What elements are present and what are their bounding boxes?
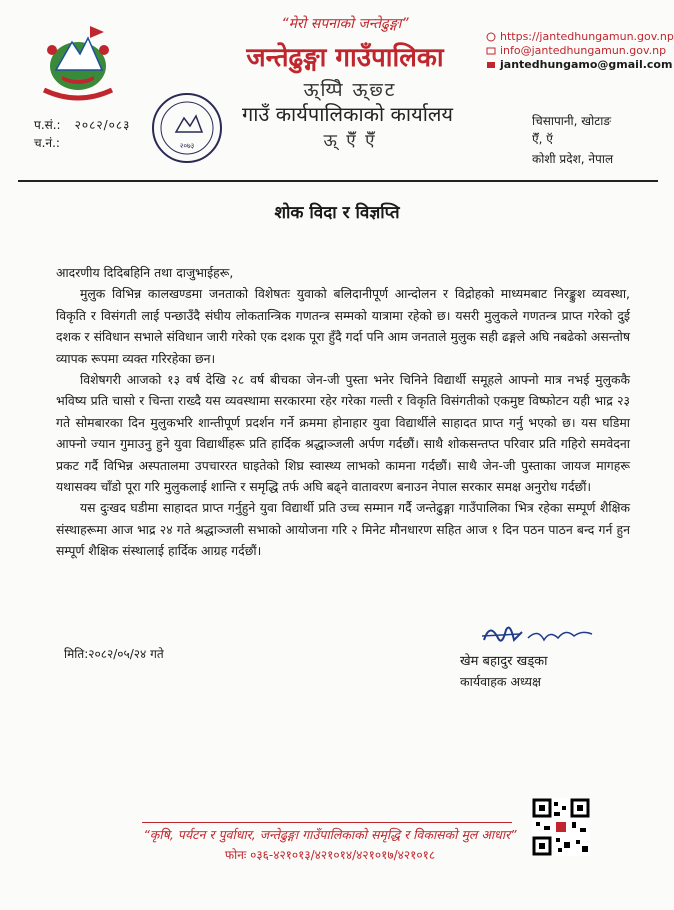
- qr-code-icon: [532, 798, 590, 856]
- footer-slogan: “कृषि, पर्यटन र पुर्वाधार, जन्तेढुङ्गा गाउँपालिकाको समृद्धि र विकासको मुल आधार”: [143, 827, 517, 842]
- signature: [480, 618, 600, 652]
- dispatch-number-label: च.नं.:: [34, 136, 60, 150]
- paragraph-1: मुलुक विभिन्न कालखण्डमा जनताको विशेषतः युवाको बलिदानीपूर्ण आन्दोलन र विद्रोहको माध्यमबाट निरङ्कुश व्यवस्था, विकृति र विसंगती लाई पन्छाउँदै संघीय लोकतान्त्रिक गणतन्त्र सम्मको यात्रामा रहेको छ। यसरी मुलुकले गणतन्त्र प्राप्त गरेको दुई दशक र संविधान सभाले संविधान जारी गरेको एक दशक पूरा हुँदै गर्दा पनि आम जनताले मुलुक सही ढङ्गले अघि नबढेको असन्तोष व्यापक रूपमा व्यक्त गरिरहेका छन।: [56, 286, 630, 366]
- paragraph-3: यस दुःखद घडीमा साहादत प्राप्त गर्नुहुने युवा विद्यार्थी प्रति उच्च सम्मान गर्दै जन्तेढुङ्गा गाउँपालिका भित्र रहेका सम्पूर्ण शैक्षिक संस्थाहरूमा आज भाद्र २४ गते श्रद्धाञ्जली सभाको आयोजना गरि २ मिनेट मौनधारण सहित आज १ दिन पठन पाठन बन्द गर्न हुन सम्पूर्ण शैक्षिक संस्थालाई हार्दिक आग्रह गर्दछौं।: [56, 500, 630, 559]
- address-line-2: ऍॅ, ऍ: [532, 132, 553, 146]
- org-name: जन्तेढुङ्गा गाउँपालिका: [246, 43, 444, 73]
- paragraph-2: विशेषगरी आजको १३ वर्ष देखि २८ वर्ष बीचका जेन-जी पुस्ता भनेर चिनिने विद्यार्थी समूहले आफ्नो मात्र नभई मुलुककै भविष्य प्रति चासो र चिन्ता राख्दै यस व्यवस्थामा सरकारमा रहेर गरेका गल्ती र विकृति विसंगतीको एकमुष्ट विष्फोटन यही भाद्र २३ गते सोमबारका दिन मुलुकभरि शान्तीपूर्ण प्रदर्शन गर्ने क्रममा होनाहार युवा विद्यार्थीले साहादत प्राप्त गर्नु भएको छ। यस घडिमा आफ्नो ज्यान गुमाउनु हुने युवा विद्यार्थीहरू प्रति हार्दिक श्रद्धाञ्जली अर्पण गर्दछौं। साथै शोकसन्तप्त परिवार प्रति गहिरो समवेदना प्रकट गर्दै विभिन्न अस्पतालमा उपचाररत घाइतेको शिघ्र स्वास्थ्य लाभको कामना गर्दछौं। साथै जेन-जी पुस्ताका जायज मागहरू यथासक्य चाँडो पूरा गरि मुलुकलाई शान्ति र समृद्धि तर्फ अघि बढ्ने वातावरण बनाउन नेपाल सरकार समक्ष अनुरोध गर्दछौं।: [56, 372, 630, 495]
- issue-date: मिति:२०८२/०५/२४ गते: [64, 647, 164, 661]
- svg-text:२०७३: २०७३: [179, 142, 195, 150]
- website-text: https://jantedhungamun.gov.np: [500, 30, 674, 43]
- email-icon: [486, 46, 496, 56]
- ref-number: [34, 116, 130, 133]
- notice-title: शोक विदा र विज्ञप्ति: [274, 203, 400, 223]
- email-text-2: jantedhungamo@gmail.com: [500, 58, 673, 71]
- signatory-name: खेम बहादुर खड्का: [460, 654, 548, 669]
- email-text-1: info@jantedhungamun.gov.np: [500, 44, 667, 57]
- mail-icon: [486, 60, 496, 70]
- ref-number-value: २०८२/०८३: [74, 118, 131, 132]
- header-divider: [18, 180, 658, 182]
- email-line-2: [486, 58, 672, 71]
- footer-phones: फोनः ०३६-४२१०१३/४२१०१४/४२१०१७/४२१०१८: [224, 848, 436, 862]
- address-line-1: चिसापानी, खोटाङ: [532, 114, 611, 128]
- salutation: आदरणीय दिदिबहिनि तथा दाजुभाईहरू,: [56, 265, 234, 280]
- dispatch-number: [34, 134, 60, 151]
- notice-body: [56, 262, 630, 562]
- tagline: “मेरो सपनाको जन्तेढुङ्गा”: [281, 16, 409, 32]
- globe-icon: [486, 32, 496, 42]
- email-line-1: [486, 44, 666, 57]
- ref-number-label: प.सं.:: [34, 118, 61, 132]
- website-line: [486, 30, 674, 43]
- office-name: गाउँ कार्यपालिकाको कार्यालय: [241, 102, 454, 126]
- footer-divider: [142, 822, 512, 823]
- office-name-alt: ऊ् ऍॅ ऍॅ: [323, 131, 377, 151]
- org-name-alt: ऊ्य्पेि ऊ्छ्ट: [303, 79, 397, 101]
- signatory-role: कार्यवाहक अध्यक्ष: [460, 674, 541, 689]
- address-line-3: कोशी प्रदेश, नेपाल: [532, 152, 614, 166]
- nepal-emblem-logo: [32, 20, 124, 108]
- official-seal: [148, 88, 226, 168]
